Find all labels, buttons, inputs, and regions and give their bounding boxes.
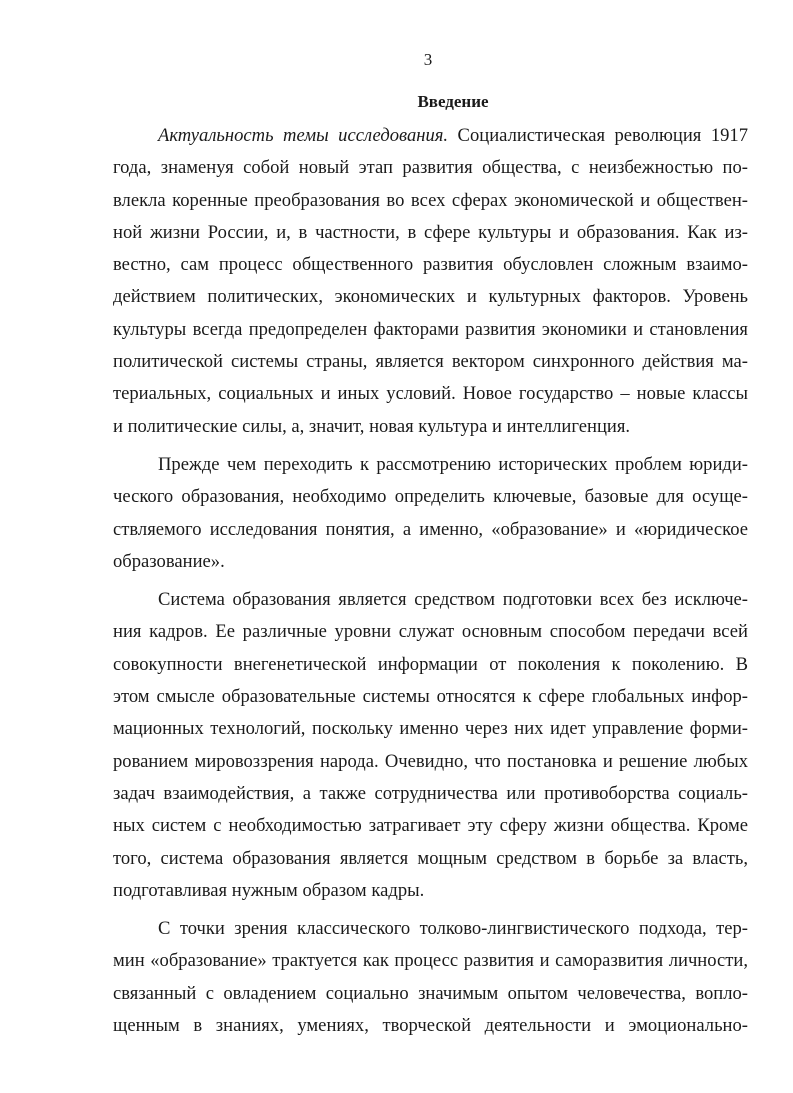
paragraph-line: мационных технологий, поскольку именно через них идет управление форми- <box>113 718 748 740</box>
paragraph-2 <box>113 449 748 578</box>
paragraph-line: щенным в знаниях, умениях, творческой деятельности и эмоционально- <box>113 1015 748 1037</box>
paragraph-1 <box>113 120 748 443</box>
paragraph-line: образование». <box>113 550 225 572</box>
paragraph-line: ческого образования, необходимо определить ключевые, базовые для осуще- <box>113 486 748 508</box>
paragraph-line: Прежде чем переходить к рассмотрению исторических проблем юриди- <box>158 453 748 475</box>
paragraph-line: рованием мировоззрения народа. Очевидно, что постановка и решение любых <box>113 750 748 772</box>
paragraph-line: политической системы страны, является вектором синхронного действия ма- <box>113 351 748 373</box>
document-body <box>113 120 748 1042</box>
paragraph-line: вестно, сам процесс общественного развития обусловлен сложным взаимо- <box>113 254 748 276</box>
paragraph-line: года, знаменуя собой новый этап развития общества, с неизбежностью по- <box>113 157 748 179</box>
paragraph-line: ных систем с необходимостью затрагивает эту сферу жизни общества. Кроме <box>113 815 748 837</box>
paragraph-line: культуры всегда предопределен факторами развития экономики и становления <box>113 318 748 340</box>
paragraph-line: подготавливая нужным образом кадры. <box>113 879 425 901</box>
line-text: Социалистическая революция 1917 <box>448 125 749 146</box>
paragraph-line: влекла коренные преобразования во всех сферах экономической и обществен- <box>113 189 748 211</box>
paragraph-line: ствляемого исследования понятия, а именно, «образование» и «юридическое <box>113 518 748 540</box>
paragraph-line: Система образования является средством подготовки всех без исключе- <box>158 589 748 611</box>
page-number: 3 <box>423 50 433 69</box>
paragraph-3 <box>113 584 748 907</box>
paragraph-line: ной жизни России, и, в частности, в сфере культуры и образования. Как из- <box>113 221 748 243</box>
paragraph-line: этом смысле образовательные системы относятся к сфере глобальных инфор- <box>113 686 748 708</box>
paragraph-line: и политические силы, а, значит, новая культура и интеллигенция. <box>113 415 631 437</box>
paragraph-line <box>113 120 748 152</box>
paragraph-line: ния кадров. Ее различные уровни служат основным способом передачи всей <box>113 621 748 643</box>
paragraph-line: С точки зрения классического толково-лингвистического подхода, тер- <box>158 918 748 940</box>
paragraph-line: териальных, социальных и иных условий. Новое государство – новые классы <box>113 383 748 405</box>
paragraph-line: мин «образование» трактуется как процесс развития и саморазвития личности, <box>113 950 748 972</box>
paragraph-line: связанный с овладением социально значимым опытом человечества, вопло- <box>113 982 748 1004</box>
emphasis-text: Актуальность темы исследования. <box>158 125 449 146</box>
paragraph-line: совокупности внегенетической информации от поколения к поколению. В <box>113 653 748 675</box>
paragraph-line: действием политических, экономических и культурных факторов. Уровень <box>113 286 748 308</box>
paragraph-line: задач взаимодействия, а также сотрудничества или противоборства социаль- <box>113 782 748 804</box>
paragraph-line: того, система образования является мощным средством в борьбе за власть, <box>113 847 748 869</box>
paragraph-4 <box>113 913 748 1042</box>
section-title: Введение <box>417 92 489 111</box>
